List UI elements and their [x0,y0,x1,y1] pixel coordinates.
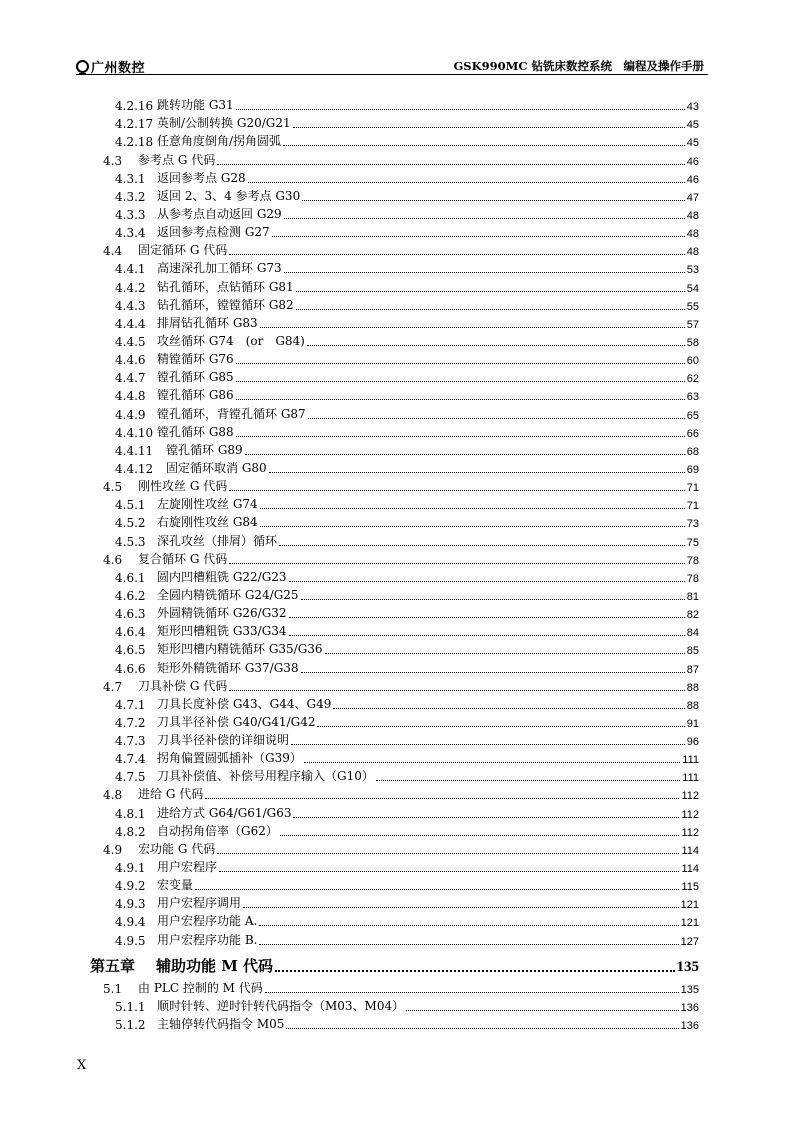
toc-entry-number: 4.6.1 [115,570,146,585]
toc-entry-page: 96 [686,736,699,749]
dot-leader [317,725,684,727]
toc-entry-page: 75 [686,536,699,549]
toc-entry[interactable] [90,313,699,331]
toc-entry-title: 进给方式 G64/G61/G63 [157,805,292,820]
toc-entry[interactable] [90,512,699,530]
toc-entry-number: 4.7.5 [115,770,146,785]
manual-title: GSK990MC 钻铣床数控系统 编程及操作手册 [453,59,704,73]
page-number: X [77,1058,87,1073]
dot-leader [259,924,678,926]
toc-entry-title: 返回参考点 G28 [157,170,246,185]
dot-leader [279,544,685,546]
toc-entry-title: 右旋刚性攻丝 G84 [157,515,258,530]
toc-entry[interactable] [90,730,699,748]
toc-entry[interactable] [90,494,699,512]
dot-leader [293,816,679,818]
toc-entry-page: 53 [686,264,699,277]
toc-entry-title: 用户宏程序 [157,860,218,875]
toc-entry[interactable] [90,839,699,857]
toc-entry-title: 自动拐角倍率（G62） [157,823,278,838]
dot-leader [229,689,685,691]
toc-entry[interactable] [90,295,699,313]
toc-entry-page: 45 [686,119,699,132]
toc-entry-number: 4.6.2 [115,588,146,603]
toc-entry-title: 用户宏程序功能 B. [157,932,258,947]
toc-entry-title: 复合循环 G 代码 [138,551,228,566]
toc-entry[interactable] [90,530,699,548]
toc-entry-title: 顺时针转、逆时针转代码指令（M03、M04） [157,998,405,1013]
dot-leader [301,671,685,673]
toc-entry-number: 4.6 [103,552,123,567]
toc-entry-page: 65 [686,409,699,422]
toc-entry-page: 66 [686,427,699,440]
toc-entry[interactable] [90,331,699,349]
toc-entry-page: 43 [686,101,699,114]
toc-entry-page: 73 [686,518,699,531]
toc-entry-number: 4.5 [103,480,123,495]
toc-entry-page: 112 [681,808,699,821]
toc-entry-title: 镗孔循环 G86 [157,388,234,403]
toc-entry[interactable] [90,186,699,204]
toc-entry-title: 刀具补偿 G 代码 [138,678,228,693]
toc-entry-number: 4.4.6 [115,353,146,368]
toc-entry[interactable] [90,585,699,603]
toc-entry-title: 主轴停转代码指令 M05 [157,1017,285,1032]
toc-entry-number: 4.3 [103,153,123,168]
dot-leader [302,199,685,201]
toc-entry-title: 外圆精铣循环 G26/G32 [157,606,287,621]
dot-leader [304,761,680,763]
toc-entry-page: 57 [686,318,699,331]
toc-entry-title: 圆内凹槽粗铣 G22/G23 [157,569,287,584]
toc-entry-number: 4.8 [103,788,123,803]
toc-entry-page: 115 [681,881,699,894]
toc-entry-title: 用户宏程序调用 [157,896,242,911]
toc-entry-number: 4.8.2 [115,824,146,839]
dot-leader [229,562,685,564]
dot-leader [245,453,685,455]
toc-entry-number: 4.4.1 [115,262,146,277]
dot-leader [260,326,685,328]
toc-entry-title: 由 PLC 控制的 M 代码 [138,980,263,995]
toc-entry-number: 4.4 [103,244,123,259]
toc-entry-page: 85 [686,645,699,658]
toc-entry-page: 69 [686,463,699,476]
toc-entry-number: 4.4.4 [115,316,146,331]
toc-entry-page: 60 [686,355,699,368]
header-divider [76,74,708,75]
toc-entry-title: 参考点 G 代码 [138,152,216,167]
dot-leader [275,969,674,972]
toc-entry-title: 矩形外精铣循环 G37/G38 [157,660,299,675]
dot-leader [217,852,679,854]
toc-entry[interactable] [90,385,699,403]
toc-entry-title: 返回 2、3、4 参考点 G30 [157,188,301,203]
dot-leader [219,870,679,872]
toc-entry-page: 78 [686,554,699,567]
toc-entry-title: 全圆内精铣循环 G24/G25 [157,587,299,602]
toc-entry[interactable] [90,766,699,784]
toc-entry-number: 4.6.4 [115,625,146,640]
dot-leader [236,435,685,437]
toc-entry-page: 46 [686,173,699,186]
toc-entry[interactable] [90,276,699,294]
toc-entry-page: 121 [680,917,699,930]
toc-entry[interactable] [90,567,699,585]
toc-entry-number: 第五章 [90,956,136,975]
toc-entry-title: 拐角偏置圆弧插补（G39） [157,751,302,766]
dot-leader [301,598,685,600]
dot-leader [284,217,685,219]
toc-entry-title: 镗孔循环，背镗孔循环 G87 [157,406,306,421]
toc-entry-page: 48 [686,246,699,259]
toc-entry-number: 4.3.4 [115,226,146,241]
toc-entry[interactable] [90,204,699,222]
toc-entry[interactable] [90,367,699,385]
toc-entry-number: 4.4.11 [115,443,154,458]
dot-leader [248,181,685,183]
toc-entry-number: 4.7.3 [115,734,146,749]
toc-entry[interactable] [90,857,699,875]
toc-entry-number: 4.2.17 [115,117,154,132]
dot-leader [325,652,685,654]
toc-entry-page: 88 [686,699,699,712]
toc-entry[interactable] [90,149,699,167]
toc-entry-number: 4.9.2 [115,879,146,894]
toc-entry[interactable] [90,621,699,639]
toc-entry-page: 135 [680,983,699,996]
dot-leader [259,943,678,945]
page-header [76,55,708,77]
toc-entry[interactable] [90,676,699,694]
toc-entry-number: 4.3.3 [115,207,146,222]
toc-entry[interactable] [90,996,699,1014]
toc-entry-number: 4.4.5 [115,334,146,349]
toc-entry-title: 刚性攻丝 G 代码 [138,479,228,494]
toc-entry-title: 任意角度倒角/拐角圆弧 [157,134,282,149]
toc-entry[interactable] [90,113,699,131]
toc-entry-title: 深孔攻丝（排屑）循环 [157,533,278,548]
toc-entry-number: 4.4.2 [115,280,146,295]
dot-leader [269,471,685,473]
toc-entry-number: 5.1.2 [115,1018,146,1033]
dot-leader [272,235,685,237]
dot-leader [293,126,685,128]
toc-entry[interactable] [90,440,699,458]
toc-entry-number: 4.4.9 [115,407,146,422]
toc-entry[interactable] [90,222,699,240]
toc-entry-title: 镗孔循环 G89 [166,442,243,457]
toc-entry[interactable] [90,694,699,712]
toc-entry-number: 4.6.6 [115,661,146,676]
toc-entry[interactable] [90,893,699,911]
toc-entry-number: 4.6.3 [115,607,146,622]
toc-entry-number: 4.7.1 [115,697,146,712]
toc-entry-title: 精镗循环 G76 [157,352,234,367]
toc-entry-title: 镗孔循环 G85 [157,370,234,385]
dot-leader [205,797,679,799]
toc-entry-page: 47 [686,191,699,204]
toc-entry[interactable] [90,403,699,421]
dot-leader [333,707,684,709]
dot-leader [307,344,685,346]
toc-entry-page: 62 [686,373,699,386]
toc-entry-title: 从参考点自动返回 G29 [157,206,282,221]
toc-entry-title: 矩形凹槽粗铣 G33/G34 [157,624,287,639]
toc-entry-title: 进给 G 代码 [138,787,204,802]
toc-entry[interactable] [90,639,699,657]
toc-entry-page: 84 [686,627,699,640]
toc-entry-title: 英制/公制转换 G20/G21 [157,116,291,131]
dot-leader [236,362,685,364]
dot-leader [243,906,679,908]
toc-entry-page: 55 [686,300,699,313]
dot-leader [289,634,685,636]
toc-entry-title: 返回参考点检测 G27 [157,225,270,240]
toc-entry[interactable] [90,1014,699,1032]
toc-entry[interactable] [90,929,699,947]
toc-entry-number: 4.9 [103,842,123,857]
dot-leader [229,489,685,491]
toc-entry-page: 68 [686,445,699,458]
toc-entry[interactable] [90,240,699,258]
dot-leader [217,163,685,165]
toc-entry-title: 辅助功能 M 代码 [156,956,274,975]
toc-entry-page: 46 [686,155,699,168]
toc-entry[interactable] [90,875,699,893]
toc-entry-page: 136 [680,1020,699,1033]
toc-entry[interactable] [90,349,699,367]
toc-entry-number: 5.1.1 [115,999,146,1014]
toc-entry-number: 4.9.3 [115,897,146,912]
dot-leader [236,108,685,110]
toc-entry-number: 4.7.2 [115,715,146,730]
dot-leader [229,253,685,255]
dot-leader [260,525,685,527]
toc-entry-number: 4.5.3 [115,534,146,549]
dot-leader [265,991,679,993]
toc-entry-title: 攻丝循环 G74 (or G84) [157,333,305,348]
dot-leader [376,779,680,781]
toc-entry-number: 4.2.18 [115,135,154,150]
toc-entry[interactable] [90,911,699,929]
toc-entry-title: 宏变量 [157,878,194,893]
toc-entry-page: 114 [681,863,699,876]
dot-leader [280,834,680,836]
dot-leader [308,417,685,419]
toc-entry-page: 135 [676,958,699,975]
toc-entry-title: 刀具补偿值、补偿号用程序输入（G10） [157,769,374,784]
dot-leader [289,580,685,582]
toc-entry-page: 58 [686,336,699,349]
table-of-contents [90,95,699,1032]
toc-entry-title: 矩形凹槽内精铣循环 G35/G36 [157,642,323,657]
toc-entry-title: 宏功能 G 代码 [138,841,216,856]
toc-entry-title: 钻孔循环，点钻循环 G81 [157,279,294,294]
toc-entry[interactable] [90,549,699,567]
toc-entry-number: 4.5.1 [115,498,146,513]
logo-text: 广州数控 [91,61,146,76]
toc-entry-page: 114 [681,844,699,857]
toc-entry-page: 54 [686,282,699,295]
toc-entry-number: 4.9.1 [115,861,146,876]
toc-entry-title: 固定循环取消 G80 [166,460,267,475]
toc-entry[interactable] [90,603,699,621]
toc-entry-number: 4.3.2 [115,189,146,204]
toc-entry-number: 4.3.1 [115,171,146,186]
toc-entry[interactable] [90,476,699,494]
toc-entry-title: 跳转功能 G31 [157,98,234,113]
toc-entry-number: 4.7.4 [115,752,146,767]
dot-leader [406,1009,679,1011]
toc-entry-page: 78 [686,572,699,585]
toc-entry[interactable] [90,458,699,476]
dot-leader [289,616,685,618]
toc-entry-title: 排屑钻孔循环 G83 [157,315,258,330]
toc-entry-page: 82 [686,609,699,622]
dot-leader [195,888,679,890]
toc-entry[interactable] [90,802,699,820]
dot-leader [236,380,685,382]
toc-entry-page: 112 [681,790,699,803]
toc-entry-title: 刀具半径补偿的详细说明 [157,733,290,748]
toc-entry-page: 91 [686,717,699,730]
toc-entry[interactable] [90,258,699,276]
toc-entry-number: 4.6.5 [115,643,146,658]
dot-leader [284,271,685,273]
toc-entry-page: 87 [686,663,699,676]
toc-entry-page: 121 [680,899,699,912]
logo-icon [76,60,89,73]
dot-leader [286,1027,678,1029]
toc-entry-number: 4.4.3 [115,298,146,313]
toc-entry[interactable] [90,748,699,766]
toc-entry-title: 钻孔循环，镗镗循环 G82 [157,297,294,312]
toc-entry-page: 45 [686,137,699,150]
toc-entry-number: 4.9.4 [115,915,146,930]
dot-leader [296,290,685,292]
toc-entry-page: 48 [686,228,699,241]
toc-entry-page: 136 [680,1001,699,1014]
toc-entry-page: 63 [686,391,699,404]
toc-entry-number: 4.4.10 [115,425,154,440]
toc-entry[interactable] [90,95,699,113]
toc-entry-number: 4.9.5 [115,933,146,948]
toc-entry-page: 71 [686,500,699,513]
toc-entry[interactable] [90,784,699,802]
toc-entry-title: 用户宏程序功能 A. [157,914,258,929]
dot-leader [283,144,685,146]
toc-entry-title: 高速深孔加工循环 G73 [157,261,282,276]
toc-entry-title: 刀具半径补偿 G40/G41/G42 [157,714,316,729]
toc-entry-page: 112 [681,826,699,839]
toc-entry-page: 48 [686,209,699,222]
toc-chapter-entry[interactable] [90,952,699,976]
toc-entry-page: 111 [682,772,699,785]
toc-entry[interactable] [90,422,699,440]
toc-entry[interactable] [90,168,699,186]
toc-entry-page: 81 [686,590,699,603]
toc-entry-number: 4.7 [103,679,123,694]
dot-leader [236,398,685,400]
toc-entry-number: 4.4.8 [115,389,146,404]
toc-entry[interactable] [90,712,699,730]
dot-leader [291,743,685,745]
toc-entry[interactable] [90,657,699,675]
toc-entry[interactable] [90,821,699,839]
toc-entry-page: 111 [682,754,699,767]
toc-entry-page: 127 [680,935,699,948]
toc-entry-number: 4.4.12 [115,461,154,476]
toc-entry-number: 4.5.2 [115,516,146,531]
dot-leader [260,507,685,509]
toc-entry-number: 4.2.16 [115,99,154,114]
toc-entry-title: 固定循环 G 代码 [138,243,228,258]
toc-entry[interactable] [90,131,699,149]
toc-entry-page: 88 [686,681,699,694]
toc-entry-number: 4.4.7 [115,371,146,386]
toc-entry-number: 5.1 [103,981,123,996]
dot-leader [296,308,685,310]
toc-entry-number: 4.8.1 [115,806,146,821]
toc-entry[interactable] [90,978,699,996]
toc-entry-title: 左旋刚性攻丝 G74 [157,497,258,512]
toc-entry-page: 71 [686,482,699,495]
toc-entry-title: 刀具长度补偿 G43、G44、G49 [157,696,332,711]
toc-entry-title: 镗孔循环 G88 [157,424,234,439]
